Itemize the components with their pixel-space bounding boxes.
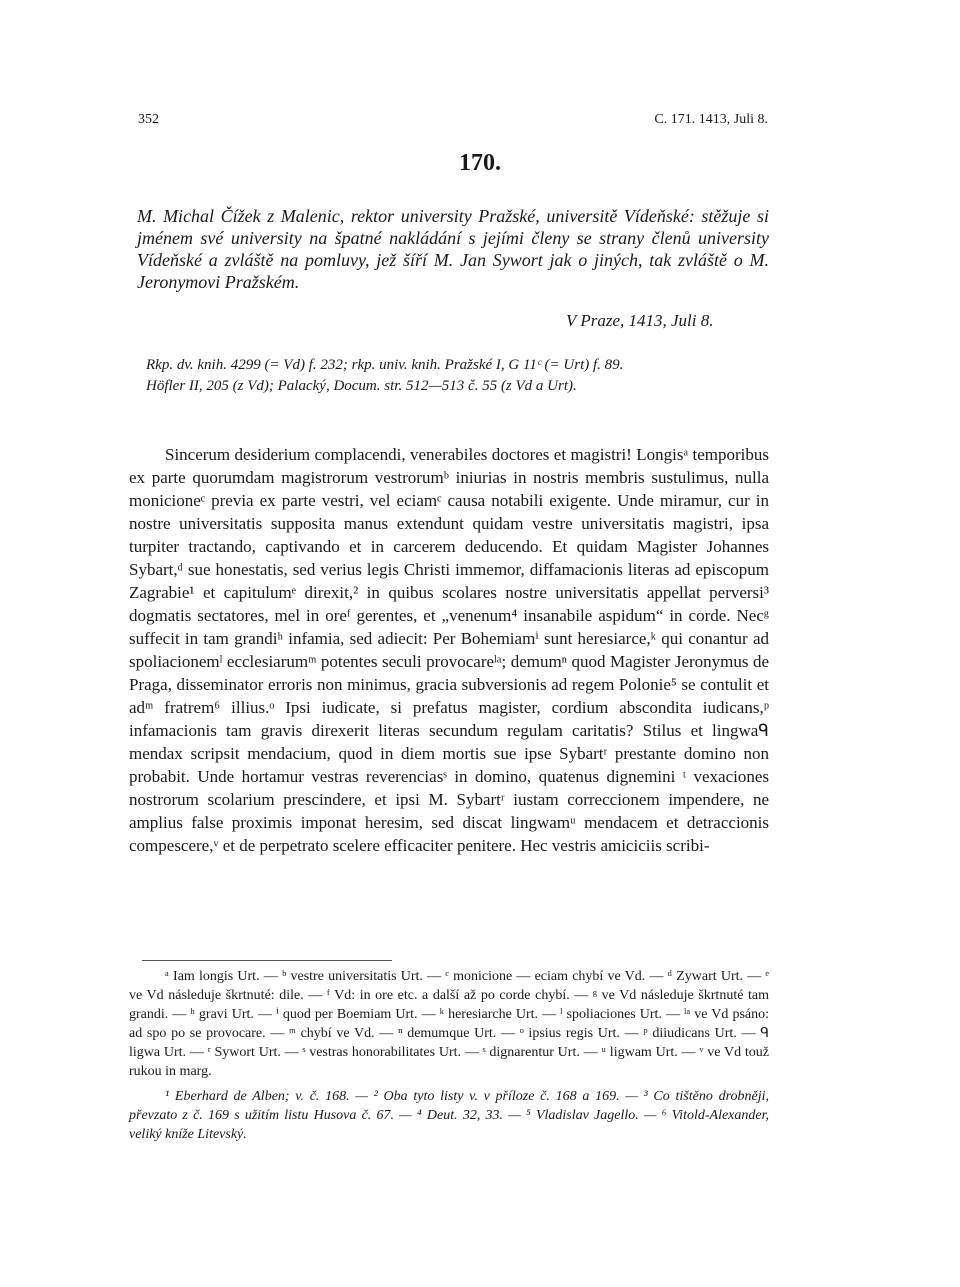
source-line: Rkp. dv. knih. 4299 (= Vd) f. 232; rkp. univ. knih. Pražské I, G 11ᶜ (= Urt) f. 89. (146, 357, 624, 373)
letter-text: Sincerum desiderium complacendi, venerabiles doctores et magistri! Longisᵃ temporibus ex parte quorumdam magistrorum vestrorumᵇ iniurias in nostris membris sustulimus, nulla monicioneᶜ previa ex parte vestri, vel eciamᶜ causa notabili exigente. Unde miramur, cur in nostre universitatis supposita manus extendunt quidam vestre universitatis magistri, ipsa turpiter tractando, captivando et in carcerem deducendo. Et quidam Magister Johannes Sybart,ᵈ sue honestatis, sed verius legis Christi immemor, diffamacionis literas ad episcopum Zagrabie¹ et capitulumᵉ direxit,² in quibus scolares nostre universitatis appellat perversi³ dogmatis sectatores, mel in oreᶠ gerentes, et „venenum⁴ insanabile aspidum“ in corde. Necᵍ suffecit in tam grandiʰ infamia, sed adiecit: Per Bohemiamⁱ sunt heresiarce,ᵏ qui conantur ad spoliacionemˡ ecclesiarumᵐ potentes seculi provocareˡᵃ; demumⁿ quod Magister Jeronymus de Praga, disseminator erroris non minimus, gracia subversionis ad regem Polonie⁵ se contulit et adᵐ fratrem⁶ illius.ᵒ Ipsi iudicate, si prefatus magister, cordium abscondita iudicans,ᵖ infamacionis tam gravis direxerit literas secundum regulam caritatis? Stilus et lingwaᑫ mendax scripsit mendacium, quod in diem mortis sue ipse Sybartʳ prestante domino non probabit. Unde hortamur vestras reverenciasˢ in domino, quatenus dignemini ᵗ vexaciones nostrorum scolarium prescindere, et ipsi M. Sybartʳ iustam correccionem impendere, ne amplius false proximis imponat heresim, sed discat lingwamᵘ mendacem et detraccionis compescere,ᵛ et de perpetrato scelere efficaciter penitere. Hec vestris amiciciis scribi- (129, 445, 769, 855)
source-line: Höfler II, 205 (z Vd); Palacký, Docum. str. 512—513 č. 55 (z Vd a Urt). (146, 378, 577, 394)
footnotes-section (129, 967, 769, 1144)
numbered-footnotes: ¹ Eberhard de Alben; v. č. 168. — ² Oba tyto listy v. v příloze č. 168 a 169. — ³ Co tištěno drobněji, převzato z č. 169 s užitím listu Husova č. 67. — ⁴ Deut. 32, 33. — ⁵ Vladislav Jagello. — ⁶ Vitold-Alexander, veliký kníže Litevský. (129, 1089, 769, 1142)
page-number: 352 (138, 112, 159, 127)
running-head: C. 171. 1413, Juli 8. (654, 112, 768, 127)
document-date-place: V Praze, 1413, Juli 8. (566, 311, 714, 330)
document-number: 170. (459, 150, 501, 176)
footnote-divider (142, 960, 392, 961)
document-regest: M. Michal Čížek z Malenic, rektor university Pražské, universitě Vídeňské: stěžuje si jménem své university na špatné nakládání s jejími členy se strany členů university Vídeňské a zvláště na pomluvy, jež šíří M. Jan Sywort jak o jiných, tak zvláště o M. Jeronymovi Pražském. (137, 206, 769, 292)
manuscript-sources (146, 355, 770, 397)
letter-body (129, 443, 769, 857)
apparatus-notes: ᵃ Iam longis Urt. — ᵇ vestre universitatis Urt. — ᶜ monicione — eciam chybí ve Vd. — ᵈ Zywart Urt. — ᵉ ve Vd následuje škrtnuté: dile. — ᶠ Vd: in ore etc. a další až po corde chybí. — ᵍ ve Vd následuje škrtnuté tam grandi. — ʰ gravi Urt. — ⁱ quod per Boemiam Urt. — ᵏ heresiarche Urt. — ˡ spoliaciones Urt. — ˡᵃ ve Vd psáno: ad spo po se provocare. — ᵐ chybí ve Vd. — ⁿ demumque Urt. — ᵒ ipsius regis Urt. — ᵖ diiudicans Urt. — ᑫ ligwa Urt. — ʳ Sywort Urt. — ˢ vestras honorabilitates Urt. — ˢ dignarentur Urt. — ᵘ ligwam Urt. — ᵛ ve Vd touž rukou in marg. (129, 969, 769, 1079)
